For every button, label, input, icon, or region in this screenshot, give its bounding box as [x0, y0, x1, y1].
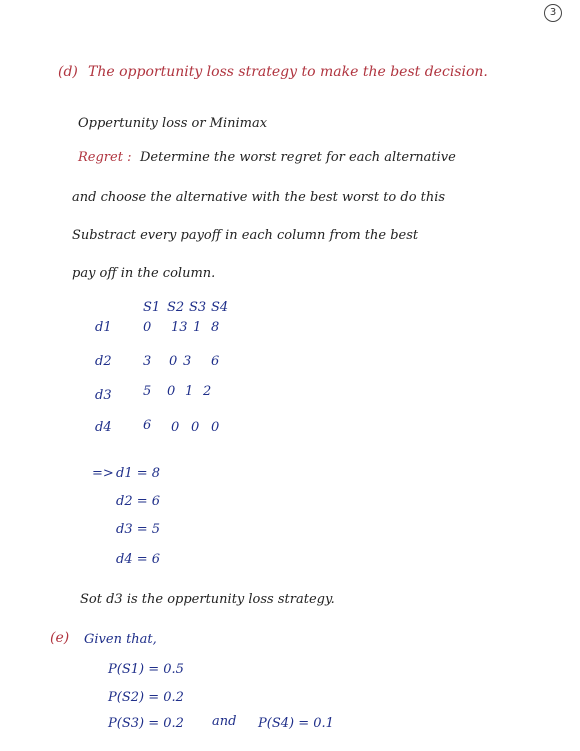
given-line: Given that,	[84, 632, 157, 647]
cell-d3-s4: 2	[203, 384, 212, 399]
regret-label: Regret :	[78, 150, 132, 165]
row-label-d2: d2	[95, 354, 112, 369]
prob-s2: P(S2) = 0.2	[108, 690, 184, 705]
section-d-title: The opportunity loss strategy to make the best decision.	[88, 64, 488, 80]
result-d1: d1 = 8	[116, 466, 161, 481]
result-d4: d4 = 6	[116, 552, 161, 567]
result-d3: d3 = 5	[116, 522, 161, 537]
cell-d2-s4: 6	[211, 354, 220, 369]
cell-d4-s4: 0	[211, 420, 220, 435]
regret-text: Determine the worst regret for each alternative	[140, 150, 456, 165]
row-label-d3: d3	[95, 388, 112, 403]
row-label-d4: d4	[95, 420, 112, 435]
prob-s1: P(S1) = 0.5	[108, 662, 184, 677]
section-d-label: (d)	[58, 64, 78, 80]
prob-s4: P(S4) = 0.1	[258, 716, 334, 731]
cell-d3-s3: 1	[185, 384, 194, 399]
cell-d3-s1: 5	[143, 384, 152, 399]
cell-d1-s4: 8	[211, 320, 220, 335]
cell-d1-s3: 1	[193, 320, 202, 335]
col-header-s3: S3	[189, 300, 207, 315]
cell-d2-s3: 3	[183, 354, 192, 369]
cell-d4-s1: 6	[143, 418, 152, 433]
col-header-s2: S2	[167, 300, 185, 315]
section-e-label: (e)	[50, 630, 70, 646]
subtitle-line: Oppertunity loss or Minimax	[78, 116, 268, 131]
regret-table	[95, 300, 255, 440]
prob-s3: P(S3) = 0.2	[108, 716, 184, 731]
text-line-4: pay off in the column.	[72, 266, 216, 281]
row-label-d1: d1	[95, 320, 112, 335]
text-line-3: Substract every payoff in each column from the best	[72, 228, 419, 243]
cell-d1-s2: 13	[171, 320, 188, 335]
cell-d4-s2: 0	[171, 420, 180, 435]
page-number: 3	[544, 4, 562, 22]
text-line-2: and choose the alternative with the best worst to do this	[72, 190, 446, 205]
result-d2: d2 = 6	[116, 494, 161, 509]
col-header-s1: S1	[143, 300, 161, 315]
cell-d3-s2: 0	[167, 384, 176, 399]
conclusion-line: Sot d3 is the oppertunity loss strategy.	[80, 592, 335, 607]
col-header-s4: S4	[211, 300, 229, 315]
cell-d2-s2: 0	[169, 354, 178, 369]
cell-d1-s1: 0	[143, 320, 152, 335]
cell-d4-s3: 0	[191, 420, 200, 435]
results-arrow: =>	[92, 466, 114, 481]
and-word: and	[212, 714, 237, 729]
cell-d2-s1: 3	[143, 354, 152, 369]
